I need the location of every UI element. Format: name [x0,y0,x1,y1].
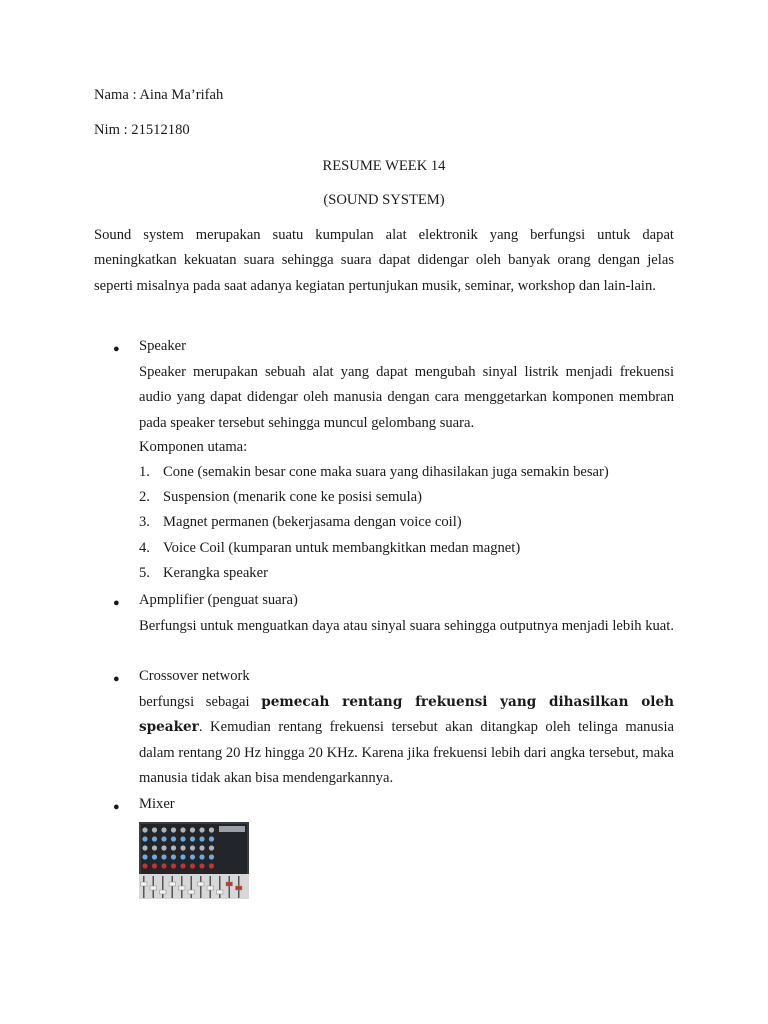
list-number: 2. [139,489,150,505]
speaker-heading: Speaker [139,338,187,354]
bullet-icon: ● [113,673,120,685]
list-item: Magnet permanen (bekerjasama dengan voice coil) [163,514,462,530]
bullet-icon: ● [113,343,120,355]
crossover-desc-prefix: berfungsi sebagai [139,694,262,710]
student-name: Nama : Aina Ma’rifah [94,87,224,103]
document-title: RESUME WEEK 14 [322,158,446,174]
list-number: 3. [139,514,150,530]
list-item: Suspension (menarik cone ke posisi semula) [163,489,422,505]
intro-paragraph: Sound system merupakan suatu kumpulan alat elektronik yang berfungsi untuk dapat meningkatkan kekuatan suara sehingga suara dapat didengar oleh banyak orang dengan jelas seperti misalnya pada saat adanya kegiatan pertunjukan musik, seminar, workshop dan lain-lain. [94,227,674,294]
list-item: Cone (semakin besar cone maka suara yang dihasilakan juga semakin besar) [163,464,609,480]
mixer-image [139,822,249,899]
list-number: 5. [139,565,150,581]
list-number: 4. [139,540,150,556]
list-item: Voice Coil (kumparan untuk membangkitkan medan magnet) [163,540,521,556]
mixer-heading: Mixer [139,796,175,812]
bullet-icon: ● [113,801,120,813]
bullet-icon: ● [113,597,120,609]
list-item: Kerangka speaker [163,565,268,581]
amplifier-heading: Apmplifier (penguat suara) [139,592,298,608]
crossover-description [139,690,674,791]
document-subtitle: (SOUND SYSTEM) [323,192,445,208]
list-number: 1. [139,464,150,480]
crossover-heading: Crossover network [139,668,250,684]
components-label: Komponen utama: [139,439,248,455]
student-nim: Nim : 21512180 [94,122,190,138]
amplifier-description: Berfungsi untuk menguatkan daya atau sinyal suara sehingga outputnya menjadi lebih kuat. [139,618,674,634]
crossover-desc-suffix: . Kemudian rentang frekuensi tersebut akan ditangkap oleh telinga manusia dalam rentang 20 Hz hingga 20 KHz. Karena jika frekuensi lebih dari angka tersebut, maka manusia tidak akan bisa mendengarkannya. [139,719,674,786]
speaker-description: Speaker merupakan sebuah alat yang dapat mengubah sinyal listrik menjadi frekuensi audio yang dapat didengar oleh manusia dengan cara menggetarkan komponen membran pada speaker tersebut sehingga muncul gelombang suara. [139,364,674,431]
crossover-desc-bold: pemecah rentang frekuensi yang dihasilkan oleh speaker [139,694,674,736]
